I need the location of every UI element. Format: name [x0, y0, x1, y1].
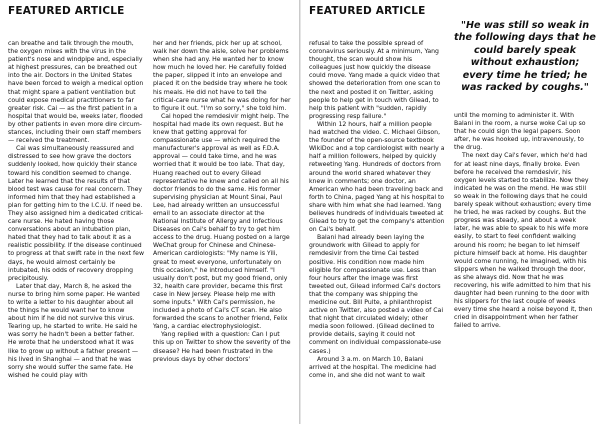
page-header: FEATURED ARTICLE	[309, 5, 426, 17]
paragraph: her and her friends, pick her up at school, walk her down the aisle, solve her problems when she had any. He wanted her to know how much he loved her. He carefully folded the paper, slipped it into an envelope and placed it on the bedside tray where he took his meals. He did not have to tell the critical-care nurse what he was doing for her to figure it out. "I'm so sorry," she told him.	[153, 40, 291, 112]
left-page	[0, 0, 299, 424]
paragraph: Within 12 hours, half a million people had watched the video. C. Michael Gibson, the founder of the open-source textbook WikiDoc and a top cardiologist with nearly a half a million followers, helped by quickly retweeting Yang. Hundreds of doctors from around the world shared whatever they knew in comments; one doctor, an American who had been traveling back and forth to China, paged Yang at his hospital to share with him what she had learned. Yang believes hundreds of individuals tweeted at Gilead to try to get the company's attention on Cai's behalf.	[309, 120, 445, 234]
text-column-2	[153, 40, 291, 416]
paragraph: The next day Cai's fever, which he'd had for at least nine days, finally broke. Even before he received the remdesivir, his oxygen levels started to stabilize. Now they indicated he was on the mend. He was still so weak in the following days that he could barely speak without exhaustion; every time he tried, he was racked by coughs. But the progress was steady, and about a week later, he was able to speak to his wife more easily, to start to feel confident walking around his room; he began to let himself picture himself back at home. His daughter would come running, he imagined, with his slippers when he walked through the door, as she always did. Now that he was recovering, his wife admitted to him that his daughter had been running to the door with his slippers for the last couple of weeks every time she heard a noise beyond it, then cried in disappointment when her father failed to arrive.	[454, 152, 593, 330]
text-column-2	[454, 112, 593, 416]
paragraph: until the morning to administer it. With Balani in the room, a nurse woke Cai up so that he could sign the legal papers. Soon after, he was hooked up, intravenously, to the drug.	[454, 112, 586, 152]
text-column-1	[8, 40, 144, 416]
text-column-1	[309, 40, 445, 416]
paragraph: Later that day, March 8, he asked the nurse to bring him some paper. He wanted to write a letter to his daughter about all the things he would want her to know about him if he did not survive this virus. Tearing up, he started to write. He said he was sorry he hadn't been a better father. He wrote that he understood what it was like to grow up without a father present — his lived in Shanghai — and that he was sorry she would suffer the same fate. He wished he could play with	[8, 282, 140, 379]
paragraph: can breathe and talk through the mouth, the oxygen mixes with the virus in the patient's nose and windpipe and, especially at highest pressures, can be breathed out into the air. Doctors in the United States have been forced to weigh a medical option that might spare a patient ventilation but could expose medical practitioners to far greater risk. Cai — as the first patient in a hospital that would be, weeks later, flooded by other patients in even more dire circum-stances, including their own staff members — received the treatment.	[8, 40, 144, 145]
right-page	[301, 0, 600, 424]
paragraph: Cai hoped the remdesivir might help. The hospital had made its own request. But he knew that getting approval for compassionate use — which required the manufacturer's approval as well as F.D.A. approval — could take time, and he was worried that it would be too late. That day, Huang reached out to every Gilead representative he knew and called on all his doctor friends to do the same. His former supervising physician at Mount Sinai, Paul Lee, had already written an unsuccessful email to an associate director at the National Institute of Allergy and Infectious Diseases on Cai's behalf to try to get him access to the drug. Huang posted on a large WeChat group for Chinese and Chinese-American cardiologists: "My name is Yili, great to meet everyone, unfortunately on this occasion," he introduced himself. "I usually don't post, but my good friend, only 32, health care provider, became this first case in New Jersey. Please help me with some inputs." With Cai's permission, he included a photo of Cai's CT scan. He also forwarded the scans to another friend, Felix Yang, a cardiac electrophysiologist.	[153, 112, 290, 331]
page-header: FEATURED ARTICLE	[8, 5, 125, 17]
pull-quote: "He was still so weak in the following days that he could barely speak without exhaustion; every time he tried; he was racked by coughs."	[454, 20, 596, 94]
paragraph: Balani had already been laying the groundwork with Gilead to apply for remdesivir from the time Cai tested positive. His condition now made him eligible for compassionate use. Less than four hours after the image was first tweeted out, Gilead informed Cai's doctors that the company was shipping the medicine out. Bill Pulte, a philanthropist active on Twitter, also posted a video of Cai that night that circulated widely; other media soon followed. (Gilead declined to provide details, saying it could not comment on individual compassionate-use cases.)	[309, 234, 444, 355]
paragraph: Around 3 a.m. on March 10, Balani arrived at the hospital. The medicine had come in, and she did not want to wait	[309, 355, 437, 379]
paragraph: Cai was simultaneously reassured and distressed to see how grave the doctors suddenly looked, how quickly their stance toward his condition seemed to change. Later he learned that the results of that blood test was cause for real concern. They informed him that they had established a plan for getting him to the I.C.U. if need be. They also assigned him a dedicated critical-care nurse. He hated having those conversations about an intubation plan, hated that they had to talk about it as a realistic possibility. If the disease continued to progress at that swift rate in the next few days, he would almost certainly be intubated, his odds of recovery dropping precipitously.	[8, 145, 144, 282]
paragraph: refusal to take the possible spread of coronavirus seriously. At a minimum, Yang thought, the scan would show his colleagues just how quickly the disease could move. Yang made a quick video that showed the deterioration from one scan to the next and posted it on Twitter, asking people to help get in touch with Gilead, to help this patient with "sudden, rapidly progressing resp failure."	[309, 40, 441, 120]
paragraph: Yang replied with a question: Can I put this up on Twitter to show the severity of the disease? He had been frustrated in the previous days by other doctors'	[153, 331, 291, 363]
